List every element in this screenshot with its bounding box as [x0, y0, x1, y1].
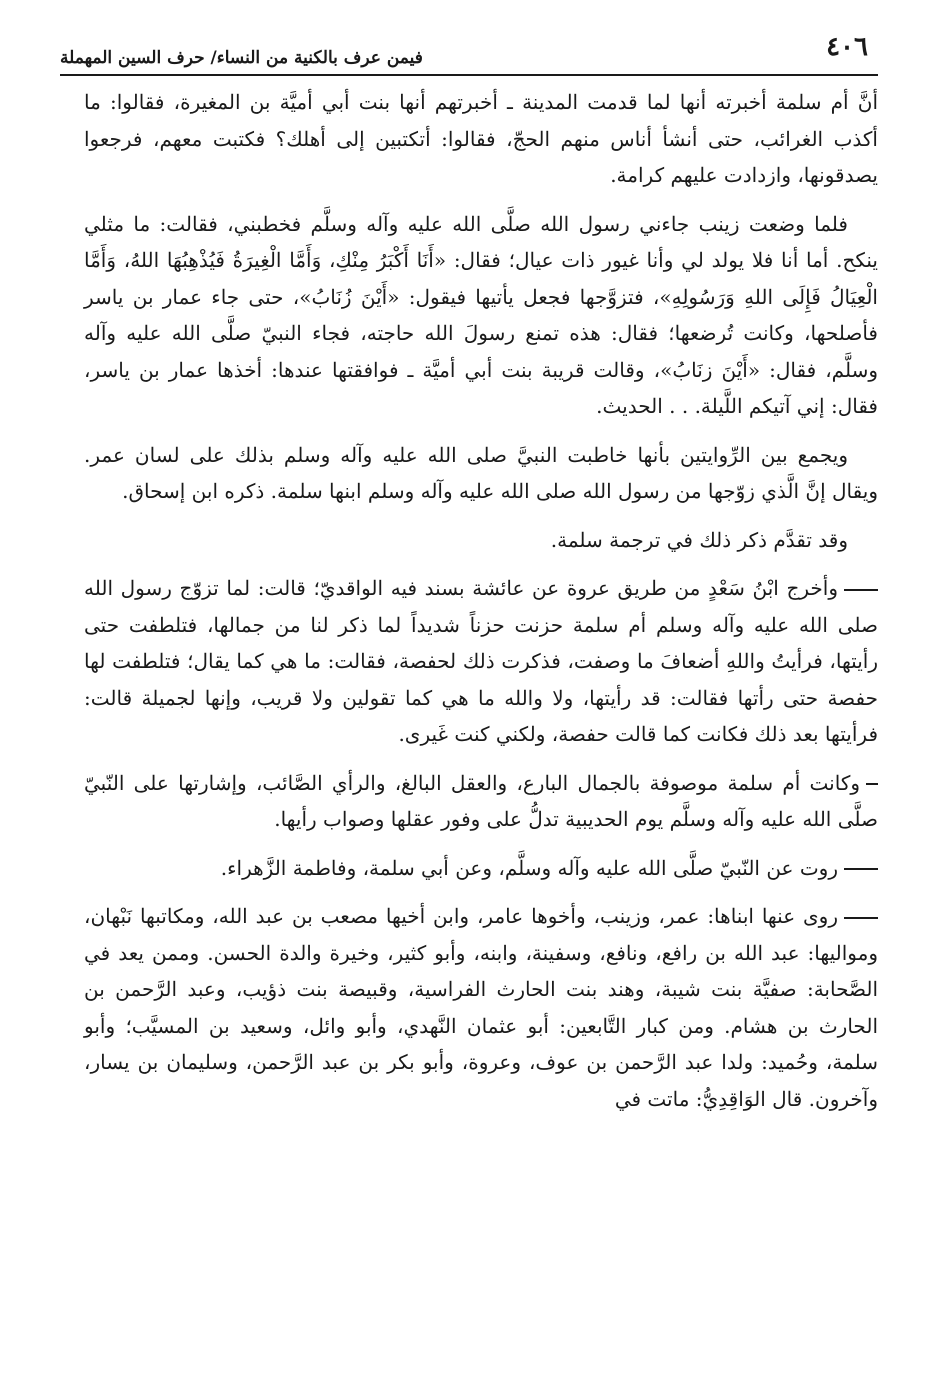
paragraph: أنَّ أم سلمة أخبرته أنها لما قدمت المدينة ـ أخبرتهم أنها بنت أبي أميَّة بن المغيرة، فقالوا: ما أكذب الغرائب، حتى أنشأ أناس منهم الحجّ، فقالوا: أتكتبين إلى أهلك؟ فكتبت معهم، فرجعوا يصدقونها، وازدادت عليهم كرامة. [84, 90, 878, 187]
pen-mark [866, 783, 878, 785]
pen-mark [844, 917, 878, 919]
paragraph: وقد تقدَّم ذكر ذلك في ترجمة سلمة. [550, 527, 848, 552]
page-number: ٤٠٦ [826, 32, 868, 62]
paragraph-pen-marked [84, 570, 878, 753]
paragraph: فلما وضعت زينب جاءني رسول الله صلَّى الله عليه وآله وسلَّم فخطبني، فقالت: ما مثلي ينكح. أما أنا فلا يولد لي وأنا غيور ذات عيال؛ فقال: «أَنَا أَكْبَرُ مِنْكِ، وَأَمَّا الْغِيرَةُ فَيُذْهِبُهَا اللهُ، وَأَمَّا الْعِيَالُ فَإِلَى اللهِ وَرَسُولِهِ»، فتزوَّجها فجعل يأتيها فيقول: «أَيْنَ زُنَابُ»، حتى جاء عمار بن ياسر فأصلحها، وكانت تُرضعها؛ فقال: هذه تمنع رسولَ الله حاجته، فجاء النبيّ صلَّى الله عليه وآله وسلَّم، فقال: «أَيْنَ زنَابُ»، وقالت قريبة بنت أبي أميَّة ـ فوافقتها عندها: أخذها عمار بن ياسر، فقال: إني آتيكم اللَّيلة. . . الحديث. [84, 211, 878, 418]
paragraph-pen-marked [84, 850, 878, 887]
paragraph-text: وأخرج ابْنُ سَعْدٍ من طريق عروة عن عائشة بسند فيه الواقديّ؛ قالت: لما تزوّج رسول الله صلى الله عليه وآله وسلم أم سلمة حزنت حزناً شديداً لما ذكر لنا من جمالها، فتلطفت حتى رأيتها، فرأيتُ واللهِ أضعافَ ما وصفت، فذكرت ذلك لحفصة، فقالت: ما هي كما يقال؛ فتلطفت لها حفصة حتى رأتها فقالت: قد رأيتها، ولا والله ما هي كما تقولين ولا قريب، وإنها لجميلة قالت: فرأيتها بعد ذلك فكانت كما قالت حفصة، ولكني كنت غَيرى. [84, 576, 878, 746]
paragraph-text: وكانت أم سلمة موصوفة بالجمال البارع، والعقل البالغ، والرأي الصَّائب، وإشارتها على النّبيّ صلَّى الله عليه وآله وسلَّم يوم الحديبية تدلُّ على وفور عقلها وصواب رأيها. [84, 770, 878, 831]
paragraph-text: روى عنها ابناها: عمر، وزينب، وأخوها عامر، وابن أخيها مصعب بن عبد الله، ومكاتبها نَبْهان، ومواليها: عبد الله بن رافع، ونافع، وسفينة، وابنه، وأبو كثير، وخيرة والدة الحسن. وممن يعد في الصَّحابة: صفيَّة بنت شيبة، وهند بنت الحارث الفراسية، وقبيصة بنت ذؤيب، وعبد الرَّحمن بن الحارث بن هشام. ومن كبار التَّابعين: أبو عثمان النَّهدي، وأبو وائل، وسعيد بن المسيَّب؛ وأبو سلمة، وحُميد: ولدا عبد الرَّحمن بن عوف، وعروة، وأبو بكر بن عبد الرَّحمن، وسليمان بن يسار، وآخرون. قال الوَاقِدِيُّ: ماتت في [84, 904, 878, 1111]
page-header [60, 30, 878, 76]
paragraph-pen-marked [84, 765, 878, 838]
pen-mark [844, 868, 878, 870]
pen-mark [844, 589, 878, 591]
paragraph-pen-marked [84, 898, 878, 1117]
paragraph-text: روت عن النّبيّ صلَّى الله عليه وآله وسلَّم، وعن أبي سلمة، وفاطمة الزَّهراء. [220, 855, 838, 880]
paragraph: ويجمع بين الرِّوايتين بأنها خاطبت النبيَّ صلى الله عليه وآله وسلم بذلك على لسان عمر. ويقال إنَّ الَّذي زوّجها من رسول الله صلى الله عليه وآله وسلم ابنها سلمة. ذكره ابن إسحاق. [84, 442, 878, 503]
running-title: فيمن عرف بالكنية من النساء/ حرف السين المهملة [60, 48, 423, 68]
page-body [84, 84, 878, 1129]
